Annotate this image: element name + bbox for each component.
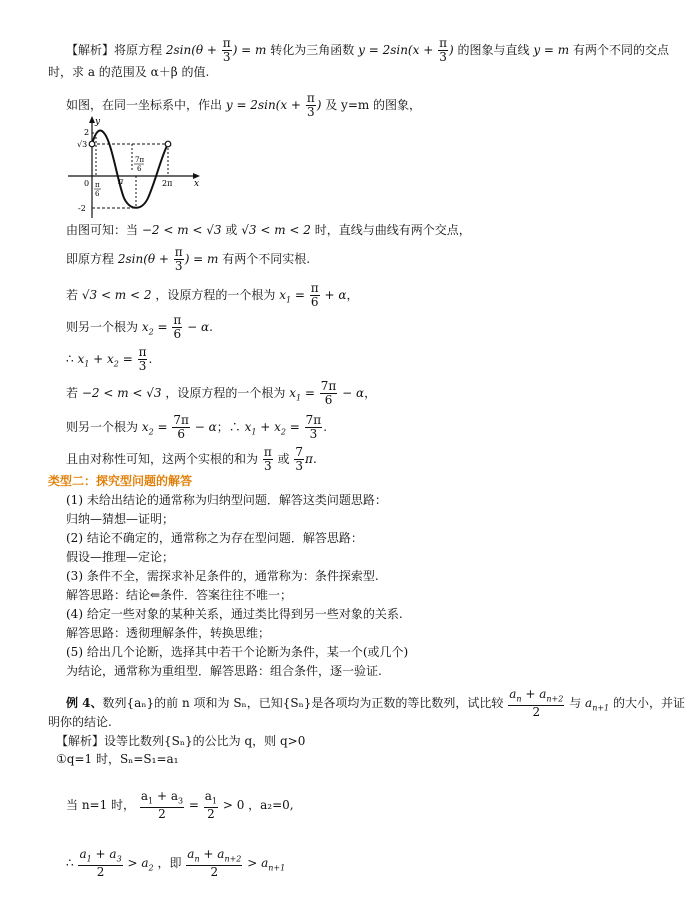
type-item-1: (1) 未给出结论的通常称为归纳型问题．解答这类问题思路：	[66, 493, 387, 507]
type-item-3: (3) 条件不全，需探求补足条件的，通常称为：条件探索型.	[66, 569, 379, 583]
type-item-3-path: 解答思路：结论⇐条件．答案往往不唯一；	[66, 588, 293, 602]
solution-line-4: ∴ $\frac{a_1 + a_3}{2}$ > $a_2$ ，即 $\frac{a_n + a_{n+2}}{2}$ > $a_{n+1}$	[66, 847, 286, 880]
analysis-line-1: 【解析】将原方程 2sin(θ + $\frac{\pi}{3}$ ) = m 转化为三角函数 y = 2sin(x + $\frac{\pi}{3}$ ) 的图象与直线 y = m 有两个不同的交点	[66, 36, 670, 64]
svg-text:π: π	[95, 181, 100, 189]
case-2-root: 若 −2 < m < √3 ，设原方程的一个根为 $x_1$ = $\frac{7\pi}{6}$ − α，	[66, 379, 377, 407]
type-item-5-path: 为结论，通常称为重组型．解答思路：组合条件，逐一验证.	[66, 664, 382, 678]
symmetry-sum: 且由对称性可知，这两个实根的和为 $\frac{\pi}{3}$ 或 $\frac{7}{3}$ π.	[66, 445, 317, 473]
sine-graph	[62, 114, 204, 222]
type-item-2: (2) 结论不确定的，通常称之为存在型问题．解答思路：	[66, 531, 363, 545]
svg-text:0: 0	[84, 179, 90, 188]
solution-line-3: 当 n=1 时， $\frac{a_1 + a_3}{2}$ = $\frac{a_1}{2}$ > 0 ，a₂=0,	[66, 789, 294, 822]
solution-line-1: 【解析】设等比数列{Sₙ}的公比为 q，则 q>0	[56, 734, 306, 748]
type-item-5: (5) 给出几个论断，选择其中若干个论断为条件，某一个(或几个)	[66, 645, 409, 659]
case-1-other-root: 则另一个根为 $x_2$ = $\frac{\pi}{6}$ − α.	[66, 313, 213, 341]
svg-text:x: x	[194, 179, 200, 189]
svg-text:6: 6	[95, 190, 100, 198]
type-item-4-path: 解答思路：透彻理解条件，转换思维；	[66, 626, 271, 640]
case-2-other-root: 则另一个根为 $x_2$ = $\frac{7\pi}{6}$ − α；∴ $x_1 + x_2$ = $\frac{7\pi}{3}$ .	[66, 413, 328, 441]
svg-text:π: π	[118, 177, 124, 186]
case-1-root: 若 √3 < m < 2 ，设原方程的一个根为 $x_1$ = $\frac{\pi}{6}$ + α，	[66, 281, 359, 309]
two-roots-line: 即原方程 2sin(θ + $\frac{\pi}{3}$ ) = m 有两个不同实根.	[66, 245, 311, 273]
plot-intro-line: 如图，在同一坐标系中，作出 y = 2sin(x + $\frac{\pi}{3}$ ) 及 y=m 的图象，	[66, 91, 422, 119]
svg-text:-2: -2	[78, 204, 86, 213]
svg-text:√3: √3	[77, 140, 88, 149]
svg-text:y: y	[95, 117, 101, 127]
section-title: 类型二：探究型问题的解答	[48, 474, 193, 488]
solution-line-2: ①q=1 时，Sₙ=S₁=a₁	[56, 752, 179, 766]
analysis-line-2: 时，求 a 的范围及 α＋β 的值.	[48, 65, 210, 79]
case-1-sum: ∴ $x_1 + x_2$ = $\frac{\pi}{3}$ .	[66, 345, 153, 373]
intersection-condition: 由图可知：当 −2 < m < √3 或 √3 < m < 2 时，直线与曲线有两个交点，	[66, 223, 471, 237]
example-4-statement: 例 4、数列{aₙ}的前 n 项和为 Sₙ，已知{Sₙ}是各项均为正数的等比数列，试比较 $\frac{a_n + a_{n+2}}{2}$ 与 $a_{n+1}$ 的大小，并证	[66, 687, 685, 720]
svg-text:7π: 7π	[135, 156, 145, 164]
example-4-line-2: 明你的结论.	[48, 715, 112, 729]
type-item-4: (4) 给定一些对象的某种关系，通过类比得到另一些对象的关系.	[66, 607, 403, 621]
type-item-1-path: 归纳—猜想—证明；	[66, 512, 175, 526]
svg-text:2: 2	[84, 128, 90, 137]
svg-text:6: 6	[137, 165, 142, 173]
type-item-2-path: 假设—推理—定论；	[66, 550, 175, 564]
svg-text:2π: 2π	[162, 179, 173, 188]
